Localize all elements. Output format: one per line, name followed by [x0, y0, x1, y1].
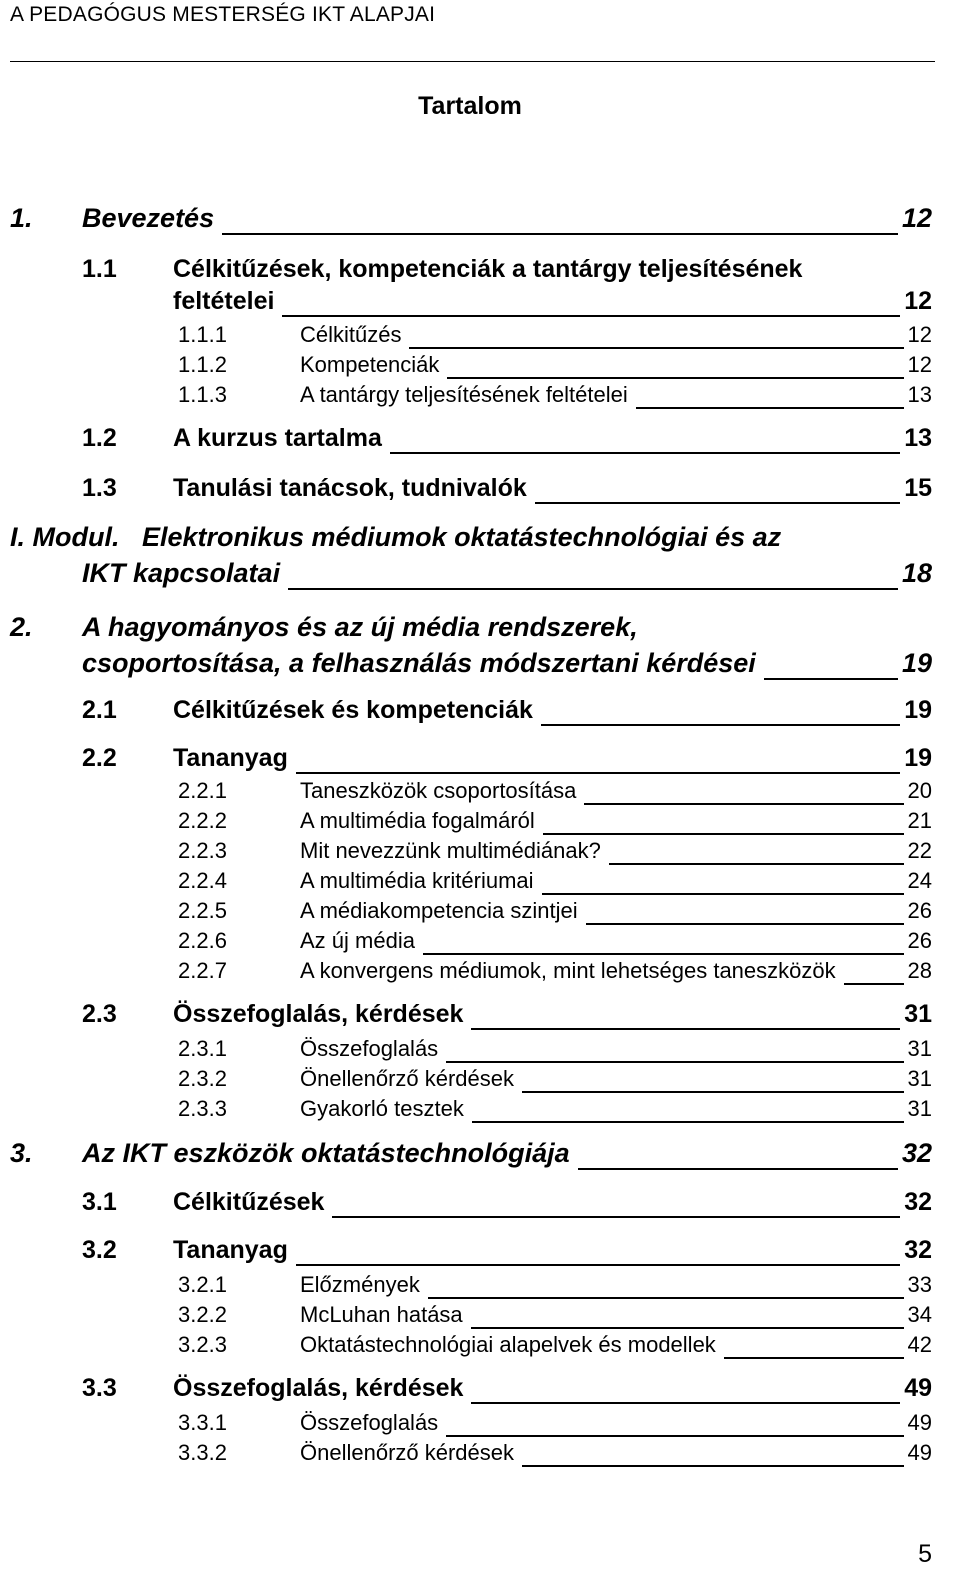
toc-entry-page: 26 — [907, 928, 932, 953]
toc-entry-page: 26 — [907, 898, 932, 923]
toc-leader-line — [471, 1028, 900, 1030]
toc-entry[interactable] — [0, 838, 960, 872]
toc-entry[interactable] — [0, 778, 960, 812]
toc-entry-number: 1.3 — [82, 474, 117, 502]
toc-leader-line — [535, 502, 900, 504]
toc-entry[interactable] — [0, 1374, 960, 1408]
toc-leader-line — [332, 1216, 900, 1218]
toc-leader-line — [428, 1297, 904, 1299]
toc-entry[interactable] — [0, 1302, 960, 1336]
toc-entry-page: 22 — [907, 838, 932, 863]
toc-entry-number: 2. — [10, 612, 33, 642]
toc-entry-title: A konvergens médiumok, mint lehetséges taneszközök — [300, 958, 836, 983]
toc-entry-title: Önellenőrző kérdések — [300, 1440, 515, 1465]
toc-entry[interactable] — [0, 474, 960, 508]
toc-entry[interactable] — [0, 1236, 960, 1270]
toc-entry[interactable] — [0, 744, 960, 778]
toc-entry-page: 31 — [907, 1036, 932, 1061]
toc-entry-title: Előzmények — [300, 1272, 420, 1297]
toc-entry-title: A multimédia kritériumai — [300, 868, 534, 893]
toc-entry-title: A kurzus tartalma — [173, 424, 382, 452]
toc-entry-number: 3.3 — [82, 1374, 117, 1402]
toc-leader-line — [586, 923, 904, 925]
toc-entry-title: Célkitűzések — [173, 1188, 325, 1216]
toc-entry-title: Célkitűzés — [300, 322, 402, 347]
toc-entry-title: A multimédia fogalmáról — [300, 808, 535, 833]
toc-entry-page: 15 — [904, 474, 932, 502]
toc-leader-line — [578, 1168, 898, 1170]
toc-leader-line — [471, 1402, 900, 1404]
toc-entry-number: 2.1 — [82, 696, 117, 724]
toc-entry-page: 13 — [904, 424, 932, 452]
toc-entry-number: 2.3 — [82, 1000, 117, 1028]
toc-entry-number: 1.1.3 — [178, 382, 227, 407]
toc-entry-number: 2.2.3 — [178, 838, 227, 863]
toc-leader-line — [446, 1435, 903, 1437]
toc-entry-number: 3. — [10, 1138, 33, 1168]
toc-entry-number: 3.3.2 — [178, 1440, 227, 1465]
toc-entry-page: 12 — [907, 352, 932, 377]
toc-entry[interactable] — [0, 696, 960, 730]
toc-leader-line — [584, 803, 903, 805]
toc-entry[interactable] — [0, 1036, 960, 1070]
toc-entry-title: Gyakorló tesztek — [300, 1096, 464, 1121]
toc-entry-page: 33 — [907, 1272, 932, 1297]
toc-leader-line — [636, 407, 904, 409]
toc-leader-line — [288, 588, 898, 590]
toc-leader-line — [542, 893, 904, 895]
toc-entry[interactable] — [0, 255, 960, 315]
toc-entry-number: 3.2 — [82, 1236, 117, 1264]
header-rule — [10, 61, 935, 62]
toc-entry-number: 3.3.1 — [178, 1410, 227, 1435]
toc-entry-page: 24 — [907, 868, 932, 893]
toc-entry-title: Tanulási tanácsok, tudnivalók — [173, 474, 527, 502]
toc-leader-line — [764, 678, 898, 680]
toc-entry-page: 20 — [907, 778, 932, 803]
toc-entry-number: 1. — [10, 203, 33, 233]
toc-entry-title-continued: csoportosítása, a felhasználás módszertani kérdései — [82, 648, 756, 678]
toc-entry[interactable] — [0, 1332, 960, 1366]
toc-entry-title: A médiakompetencia szintjei — [300, 898, 578, 923]
toc-entry-number: 2.2.7 — [178, 958, 227, 983]
toc-entry-title: Az IKT eszközök oktatástechnológiája — [82, 1138, 570, 1168]
toc-entry-page: 31 — [904, 1000, 932, 1028]
toc-entry-page: 49 — [904, 1374, 932, 1402]
toc-entry[interactable] — [0, 1096, 960, 1130]
toc-entry-number: 1.1 — [82, 255, 117, 283]
toc-entry-page: 19 — [904, 696, 932, 724]
toc-entry-title: Összefoglalás — [300, 1036, 439, 1061]
toc-entry[interactable] — [0, 1188, 960, 1222]
toc-entry-number: I. Modul. — [10, 522, 120, 552]
toc-entry-title: Önellenőrző kérdések — [300, 1066, 515, 1091]
toc-entry[interactable] — [0, 1066, 960, 1100]
toc-entry-page: 32 — [904, 1236, 932, 1264]
toc-entry-title: Összefoglalás — [300, 1410, 439, 1435]
toc-leader-line — [296, 772, 900, 774]
toc-leader-line — [724, 1357, 904, 1359]
toc-entry-page: 18 — [901, 558, 932, 588]
toc-entry-title: A tantárgy teljesítésének feltételei — [300, 382, 628, 407]
toc-leader-line — [222, 233, 898, 235]
toc-entry-number: 3.2.3 — [178, 1332, 227, 1357]
toc-entry[interactable] — [0, 382, 960, 416]
toc-entry-number: 2.3.3 — [178, 1096, 227, 1121]
toc-entry-number: 2.2.4 — [178, 868, 227, 893]
toc-entry-title: Az új média — [300, 928, 415, 953]
toc-entry-number: 2.3.1 — [178, 1036, 227, 1061]
toc-entry-title: Célkitűzések, kompetenciák a tantárgy teljesítésének — [173, 255, 803, 283]
toc-entry-title: Taneszközök csoportosítása — [300, 778, 577, 803]
toc-entry-title: Mit nevezzünk multimédiának? — [300, 838, 601, 863]
toc-entry[interactable] — [0, 522, 960, 588]
toc-entry-title: Oktatástechnológiai alapelvek és modellek — [300, 1332, 716, 1357]
toc-entry[interactable] — [0, 1410, 960, 1444]
toc-entry-title: Elektronikus médiumok oktatástechnológiai és az — [142, 522, 782, 552]
toc-entry-page: 12 — [901, 203, 932, 233]
toc-entry-number: 3.1 — [82, 1188, 117, 1216]
toc-entry[interactable] — [0, 322, 960, 356]
toc-entry-page: 13 — [907, 382, 932, 407]
toc-entry[interactable] — [0, 1138, 960, 1172]
toc-entry-page: 49 — [907, 1440, 932, 1465]
toc-entry-page: 32 — [904, 1188, 932, 1216]
toc-leader-line — [423, 953, 904, 955]
toc-entry-title: Célkitűzések és kompetenciák — [173, 696, 533, 724]
toc-entry-number: 1.1.2 — [178, 352, 227, 377]
toc-entry[interactable] — [0, 1440, 960, 1474]
toc-leader-line — [390, 452, 900, 454]
toc-entry-number: 2.2.6 — [178, 928, 227, 953]
toc-leader-line — [522, 1465, 904, 1467]
toc-entry[interactable] — [0, 612, 960, 678]
toc-entry[interactable] — [0, 1272, 960, 1306]
toc-leader-line — [282, 315, 900, 317]
toc-entry-number: 3.2.1 — [178, 1272, 227, 1297]
toc-entry-page: 32 — [901, 1138, 932, 1168]
toc-entry-number: 3.2.2 — [178, 1302, 227, 1327]
toc-leader-line — [296, 1264, 900, 1266]
toc-leader-line — [446, 1061, 903, 1063]
page-number: 5 — [918, 1540, 932, 1568]
toc-heading: Tartalom — [418, 92, 522, 120]
toc-entry-number: 2.2.1 — [178, 778, 227, 803]
toc-entry-title-continued: IKT kapcsolatai — [82, 558, 281, 588]
toc-entry[interactable] — [0, 352, 960, 386]
toc-leader-line — [543, 833, 904, 835]
toc-entry-title: Tananyag — [173, 744, 288, 772]
toc-leader-line — [447, 377, 903, 379]
toc-entry-title: Összefoglalás, kérdések — [173, 1000, 464, 1028]
header-title: A PEDAGÓGUS MESTERSÉG IKT ALAPJAI — [10, 3, 436, 26]
toc-entry[interactable] — [0, 424, 960, 458]
toc-entry[interactable] — [0, 958, 960, 992]
toc-leader-line — [609, 863, 904, 865]
toc-entry-page: 28 — [907, 958, 932, 983]
toc-leader-line — [522, 1091, 904, 1093]
toc-entry-page: 31 — [907, 1066, 932, 1091]
page-header — [10, 0, 935, 64]
toc-leader-line — [471, 1327, 904, 1329]
toc-entry-page: 19 — [901, 648, 932, 678]
toc-entry-title: A hagyományos és az új média rendszerek, — [82, 612, 638, 642]
toc-entry-number: 1.1.1 — [178, 322, 227, 347]
toc-entry-page: 12 — [904, 287, 932, 315]
toc-entry-page: 34 — [907, 1302, 932, 1327]
toc-entry-page: 21 — [907, 808, 932, 833]
toc-entry-title: Összefoglalás, kérdések — [173, 1374, 464, 1402]
toc-entry-number: 2.2 — [82, 744, 117, 772]
toc-entry-title: Tananyag — [173, 1236, 288, 1264]
toc-entry-number: 2.2.5 — [178, 898, 227, 923]
toc-entry[interactable] — [0, 808, 960, 842]
toc-entry-number: 2.3.2 — [178, 1066, 227, 1091]
toc-entry-page: 49 — [907, 1410, 932, 1435]
toc-entry-number: 2.2.2 — [178, 808, 227, 833]
toc-entry-page: 42 — [907, 1332, 932, 1357]
toc-entry[interactable] — [0, 898, 960, 932]
toc-entry-title-continued: feltételei — [173, 287, 275, 315]
toc-entry-number: 1.2 — [82, 424, 117, 452]
toc-entry-page: 31 — [907, 1096, 932, 1121]
toc-leader-line — [844, 983, 904, 985]
toc-leader-line — [409, 347, 903, 349]
toc-entry-title: McLuhan hatása — [300, 1302, 463, 1327]
toc-entry-page: 19 — [904, 744, 932, 772]
toc-entry[interactable] — [0, 203, 960, 237]
toc-entry[interactable] — [0, 868, 960, 902]
toc-entry-title: Bevezetés — [82, 203, 215, 233]
toc-entry-page: 12 — [907, 322, 932, 347]
toc-leader-line — [472, 1121, 904, 1123]
toc-entry[interactable] — [0, 928, 960, 962]
toc-leader-line — [541, 724, 900, 726]
toc-entry[interactable] — [0, 1000, 960, 1034]
toc-entry-title: Kompetenciák — [300, 352, 440, 377]
